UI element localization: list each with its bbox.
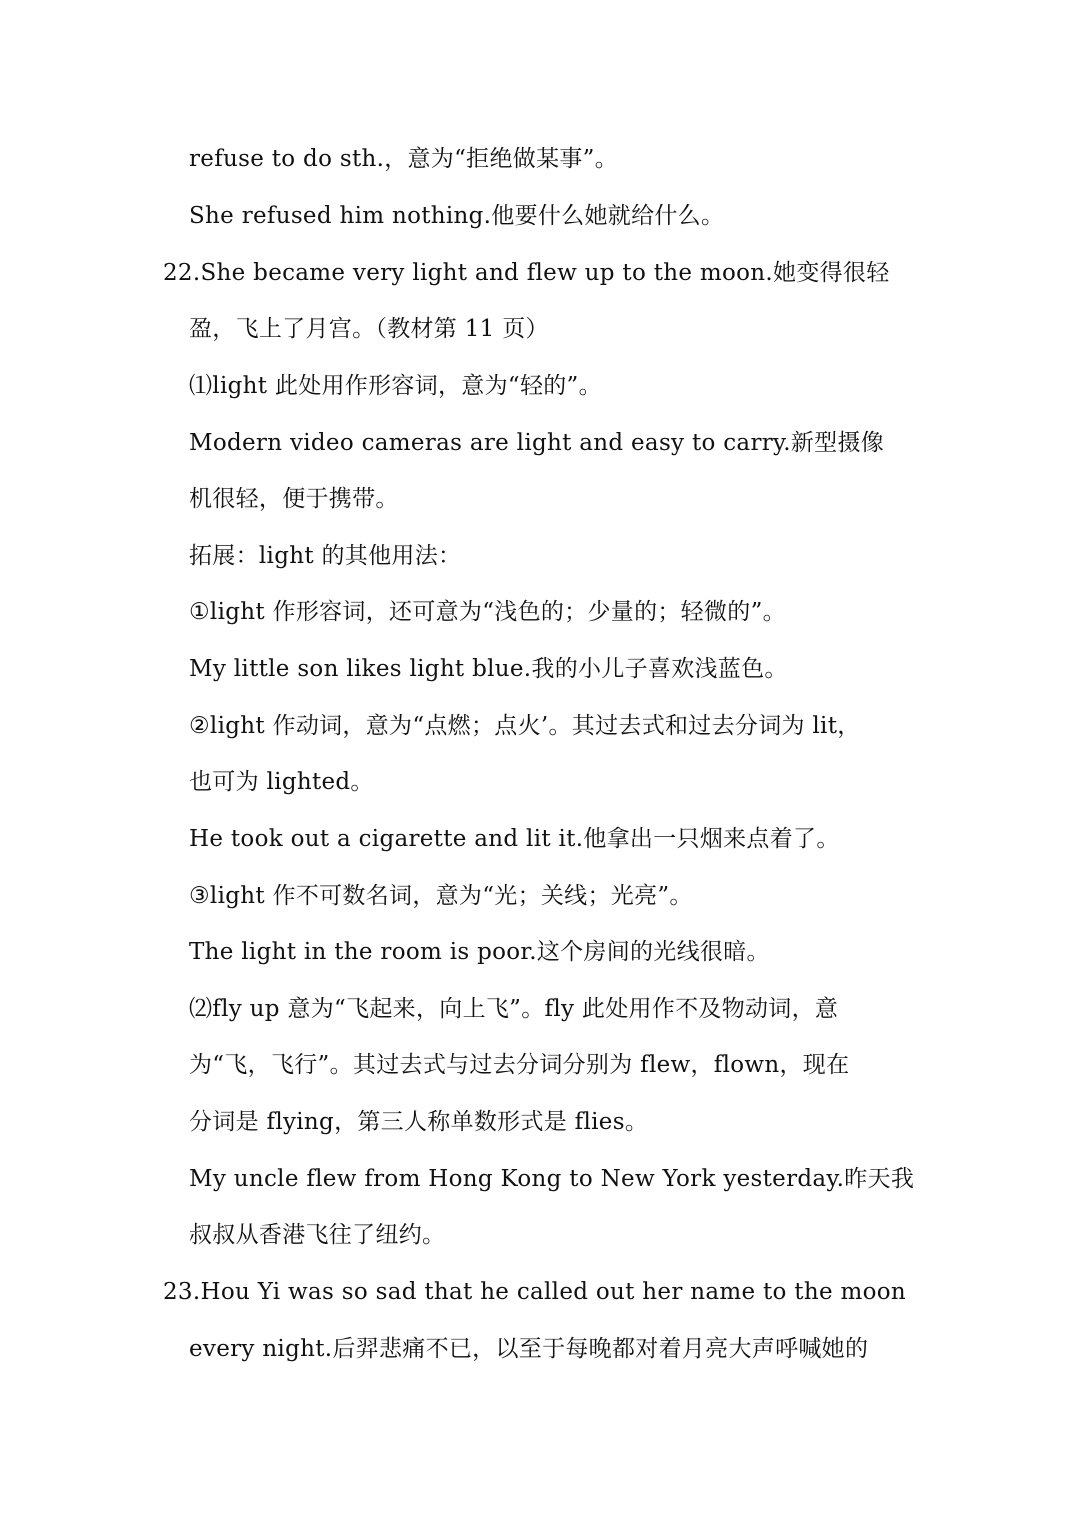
text-line: ②light 作动词，意为“点燃；点火’。其过去式和过去分词为 lit，: [189, 713, 861, 739]
text-line: My uncle flew from Hong Kong to New York yesterday.昨天我: [189, 1166, 915, 1192]
text-line: 为“飞，飞行”。其过去式与过去分词分别为 flew，flown，现在: [189, 1052, 850, 1078]
text-line: She refused him nothing.他要什么她就给什么。: [189, 203, 725, 229]
item-23-heading: 23.Hou Yi was so sad that he called out her name to the moon: [163, 1279, 906, 1305]
text-line: 拓展：light 的其他用法：: [189, 543, 462, 569]
text-line: He took out a cigarette and lit it.他拿出一只烟来点着了。: [189, 826, 840, 852]
text-line: every night.后羿悲痛不已，以至于每晚都对着月亮大声呼喊她的: [189, 1336, 869, 1362]
text-line: ⑵fly up 意为“飞起来，向上飞”。fly 此处用作不及物动词，意: [189, 996, 839, 1022]
text-line: ⑴light 此处用作形容词，意为“轻的”。: [189, 373, 602, 399]
text-line: Modern video cameras are light and easy to carry.新型摄像: [189, 430, 885, 456]
text-line: ③light 作不可数名词，意为“光；关线；光亮”。: [189, 883, 693, 909]
text-line: refuse to do sth.，意为“拒绝做某事”。: [189, 146, 619, 172]
text-line: ①light 作形容词，还可意为“浅色的；少量的；轻微的”。: [189, 599, 786, 625]
text-line: 叔叔从香港飞往了纽约。: [189, 1222, 446, 1248]
text-line: The light in the room is poor.这个房间的光线很暗。: [189, 939, 770, 965]
item-22-heading: 22.She became very light and flew up to the moon.她变得很轻: [163, 260, 890, 286]
text-line: My little son likes light blue.我的小儿子喜欢浅蓝色。: [189, 656, 788, 682]
text-line: 机很轻，便于携带。: [189, 486, 399, 512]
text-line: 也可为 lighted。: [189, 769, 374, 795]
text-line: 盈，飞上了月宫。（教材第 11 页）: [189, 316, 549, 342]
text-line: 分词是 flying，第三人称单数形式是 flies。: [189, 1109, 649, 1135]
